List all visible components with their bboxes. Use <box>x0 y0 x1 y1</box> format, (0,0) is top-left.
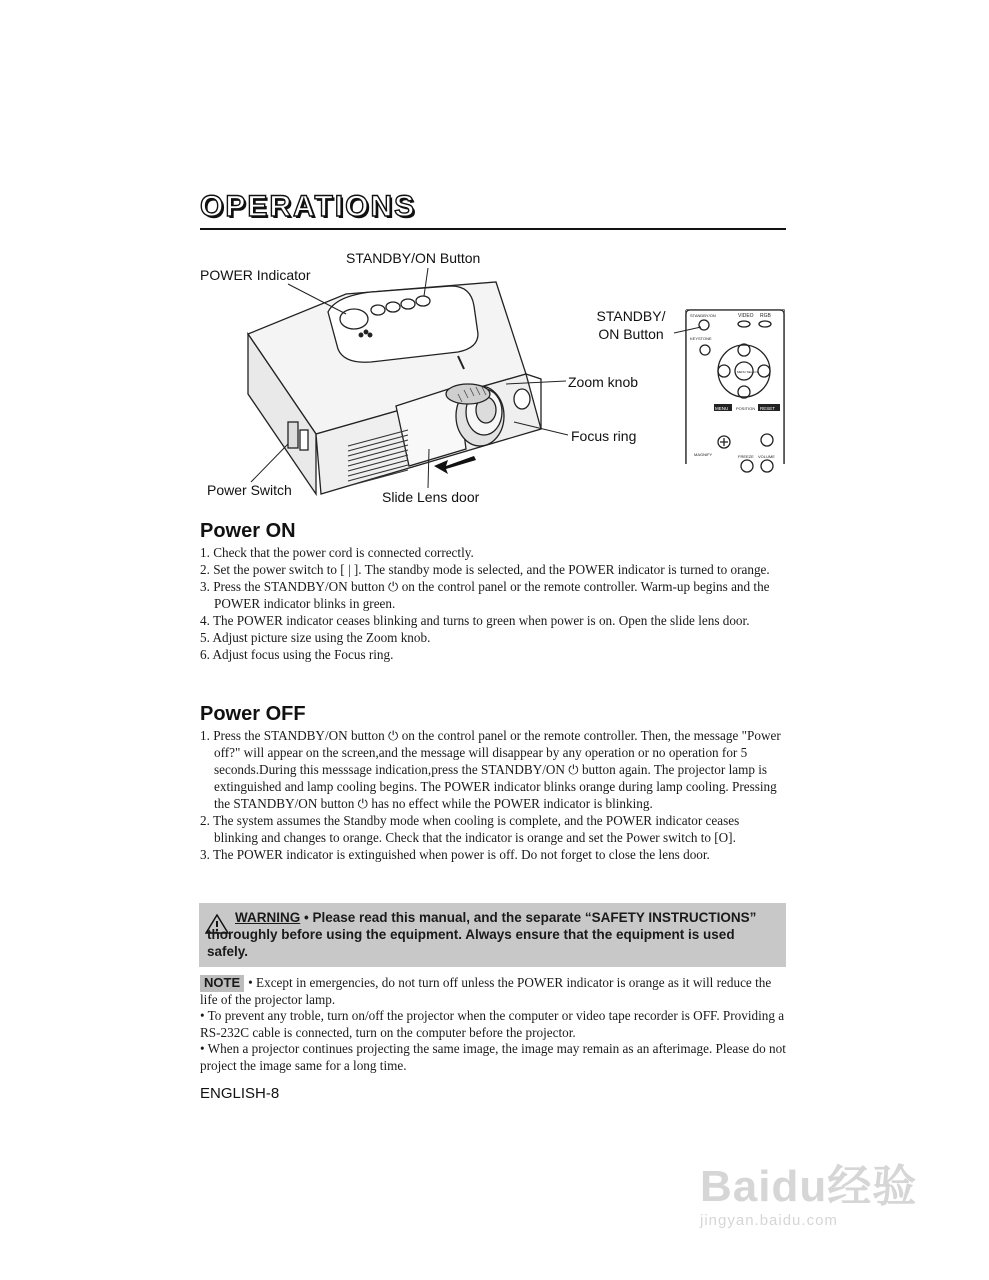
list-item: 3. The POWER indicator is extinguished when power is off. Do not forget to close the lens door. <box>200 847 710 862</box>
watermark-sub: jingyan.baidu.com <box>700 1212 838 1229</box>
remote-label-menu: MENU <box>715 406 729 411</box>
remote-label-magnify: MAGNIFY <box>694 452 713 457</box>
list-item: 3. Press the STANDBY/ON button ⏻ on the control panel or the remote controller. Warm-up begins and the POWER indicator blinks in green. <box>200 579 770 611</box>
remote-label-video: VIDEO <box>738 313 754 319</box>
callout-zoom-knob: Zoom knob <box>568 374 639 390</box>
remote-label-freeze: FREEZE <box>738 454 754 459</box>
list-item: 5. Adjust picture size using the Zoom knob. <box>200 630 431 645</box>
watermark-main: Baidu经验 <box>700 1162 918 1211</box>
list-item: 6. Adjust focus using the Focus ring. <box>200 647 394 662</box>
page-title: OPERATIONS <box>200 190 417 223</box>
power-on-heading: Power ON <box>200 520 296 542</box>
callout-focus-ring: Focus ring <box>571 428 637 444</box>
remote-label-keystone: KEYSTONE <box>690 336 712 341</box>
warning-box <box>199 903 786 967</box>
power-on-steps <box>200 544 786 663</box>
power-off-heading: Power OFF <box>200 703 306 725</box>
title-divider <box>200 228 786 230</box>
note-item: • Except in emergencies, do not turn off unless the POWER indicator is orange as it will reduce the life of the projector lamp. <box>200 975 772 1007</box>
list-item: 4. The POWER indicator ceases blinking and turns to green when power is on. Open the slide lens door. <box>200 613 750 628</box>
projector-figure <box>196 244 788 514</box>
baidu-watermark <box>700 1150 917 1229</box>
power-off-steps <box>200 727 786 863</box>
remote-label-rgb: RGB <box>760 313 771 319</box>
remote-label-reset: RESET <box>760 406 776 411</box>
note-label: NOTE <box>200 975 244 992</box>
callout-power-indicator: POWER Indicator <box>200 267 311 283</box>
list-item: 2. Set the power switch to [ | ]. The standby mode is selected, and the POWER indicator is turned to orange. <box>200 562 770 577</box>
callout-slide-lens-door: Slide Lens door <box>382 489 480 505</box>
list-item: 2. The system assumes the Standby mode when cooling is complete, and the POWER indicator ceases blinking and changes to orange. Check that the indicator is orange and set the Power switch to [O]. <box>200 813 740 845</box>
note-item: • When a projector continues projecting the same image, the image may remain as an afterimage. Please do not project the image same for a long time. <box>200 1041 786 1073</box>
remote-label-position: POSITION <box>736 406 756 411</box>
page-footer: ENGLISH-8 <box>200 1085 280 1102</box>
remote-label-menu-select: MENU SELECT <box>737 370 759 374</box>
remote-label-standby: STANDBY/ON <box>690 313 716 318</box>
callout-standby-button-remote: STANDBY/ ON Button <box>596 308 666 342</box>
notes-section <box>200 975 786 1074</box>
list-item: 1. Check that the power cord is connected correctly. <box>200 545 474 560</box>
list-item: 1. Press the STANDBY/ON button ⏻ on the control panel or the remote controller. Then, the message "Power off?" will appear on the screen,and the message will disappear by any operation or no operation for 5 seconds.During this messsage indication,press the STANDBY/ON ⏻ button again. The projector lamp is extinguished and lamp cooling begins. The POWER indicator blinks orange during lamp cooling. Pressing the STANDBY/ON button ⏻ has no effect while the POWER indicator is blinking. <box>200 728 781 811</box>
remote-label-volume: VOLUME <box>758 454 775 459</box>
warning-message: • Please read this manual, and the separate “SAFETY INSTRUCTIONS” thoroughly before using the equipment. Always ensure that the equipment is used safely. <box>207 910 757 959</box>
warning-text <box>207 909 777 960</box>
warning-label: WARNING <box>235 910 301 925</box>
callout-standby-button-top: STANDBY/ON Button <box>346 250 481 266</box>
projector-illustration <box>196 244 788 514</box>
callout-power-switch: Power Switch <box>207 482 292 498</box>
note-item: • To prevent any troble, turn on/off the projector when the computer or video tape recorder is OFF. Providing a RS-232C cable is connected, turn on the computer before the projector. <box>200 1008 785 1040</box>
